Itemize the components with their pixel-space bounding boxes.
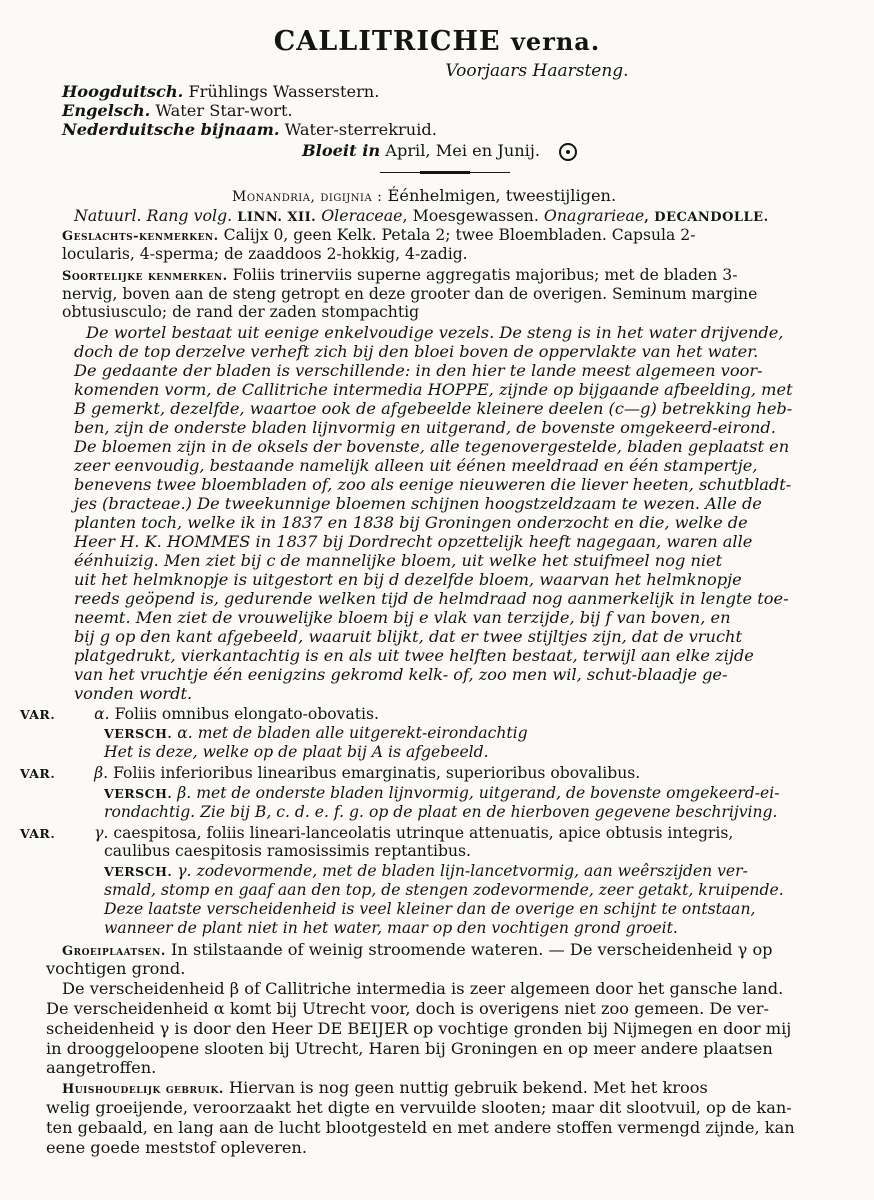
title-species: verna. bbox=[510, 27, 601, 56]
description-line: benevens twee bloembladen of, zoo als eenige nieuweren die liever heeten, schutbladt- bbox=[74, 475, 792, 494]
variety-alpha-versch-line: Het is deze, welke op de plaat bij A is afgebeeld. bbox=[104, 743, 489, 761]
groeiplaatsen-line: De verscheidenheid β of Callitriche intermedia is zeer algemeen door het gansche land. bbox=[62, 979, 784, 998]
description-line: De wortel bestaat uit eenige enkelvoudige vezels. De steng is in het water drijvende, bbox=[86, 323, 784, 342]
description-line: ben, zijn de onderste bladen lijnvormig en uitgerand, de bovenste omgekeerd-eirond. bbox=[74, 418, 776, 437]
description-line: reeds geöpend is, gedurende welken tijd de helmdraad nog aanmerkelijk in lengte toe- bbox=[74, 589, 789, 608]
ornamental-divider bbox=[380, 171, 510, 174]
classification-line: Monandria, digijnia : Éénhelmigen, tweestijligen. bbox=[232, 186, 617, 205]
variety-beta-versch: VERSCH. β. met de onderste bladen lijnvormig, uitgerand, de bovenste omgekeerd-ei- bbox=[104, 784, 780, 802]
perennial-symbol-icon bbox=[559, 143, 577, 161]
description-line: doch de top derzelve verheft zich bij den bloei boven de oppervlakte van het water. bbox=[74, 342, 759, 361]
description-line: éénhuizig. Men ziet bij c de mannelijke bloem, uit welke het stuifmeel nog niet bbox=[74, 551, 723, 570]
description-line: zeer eenvoudig, bestaande namelijk alleen uit éénen meeldraad en één stampertje, bbox=[74, 456, 758, 475]
description-line: komenden vorm, de Callitriche intermedia HOPPE, zijnde op bijgaande afbeelding, met bbox=[74, 380, 793, 399]
description-line: van het vruchtje één eenigzins gekromd kelk- of, zoo men wil, schut-blaadje ge- bbox=[74, 665, 728, 684]
variety-alpha: VAR. α. Foliis omnibus elongato-obovatis. bbox=[20, 705, 380, 723]
variety-gamma-versch: VERSCH. γ. zodevormende, met de bladen lijn-lancetvormig, aan weêrszijden ver- bbox=[104, 862, 748, 880]
groeiplaatsen-line: aangetroffen. bbox=[46, 1058, 157, 1077]
groeiplaatsen-line-1: Groeiplaatsen. In stilstaande of weinig stroomende wateren. — De verscheidenheid γ op bbox=[62, 940, 773, 959]
description-line: jes (bracteae.) De tweekunnige bloemen schijnen hoogstzeldzaam te wezen. Alle de bbox=[74, 494, 762, 513]
description-line: neemt. Men ziet de vrouwelijke bloem bij e vlak van terzijde, bij f van boven, en bbox=[74, 608, 731, 627]
description-line: planten toch, welke ik in 1837 en 1838 bij Groningen onderzocht en die, welke de bbox=[74, 513, 748, 532]
name-hoogduitsch: Hoogduitsch. Frühlings Wasserstern. bbox=[62, 82, 380, 101]
variety-gamma-versch-line: Deze laatste verscheidenheid is veel kleiner dan de overige en schijnt te ontstaan, bbox=[104, 900, 756, 918]
variety-gamma-versch-line: wanneer de plant niet in het water, maar op den vochtigen grond groeit. bbox=[104, 919, 678, 937]
geslacht-line-1: Geslachts-kenmerken. Calijx 0, geen Kelk. Petala 2; twee Bloembladen. Capsula 2- bbox=[62, 226, 696, 244]
title-genus: CALLITRICHE bbox=[273, 26, 501, 57]
groeiplaatsen-line: in drooggeloopene slooten bij Utrecht, Haren bij Groningen en op meer andere plaatsen bbox=[46, 1039, 773, 1058]
bloei-line: Bloeit in April, Mei en Junij. bbox=[302, 141, 577, 161]
huishoudelijk-line: welig groeijende, veroorzaakt het digte en vervuilde slooten; maar dit slootvuil, op de kan- bbox=[46, 1098, 792, 1117]
variety-gamma-versch-line: smald, stomp en gaaf aan den top, de stengen zodevormende, zeer getakt, kruipende. bbox=[104, 881, 784, 899]
description-line: De gedaante der bladen is verschillende: in den hier te lande meest algemeen voor- bbox=[74, 361, 763, 380]
variety-gamma: VAR. γ. caespitosa, foliis lineari-lanceolatis utrinque attenuatis, apice obtusis integris, bbox=[20, 824, 734, 842]
description-line: De bloemen zijn in de oksels der bovenste, alle tegenovergestelde, bladen geplaatst en bbox=[74, 437, 790, 456]
name-engelsch: Engelsch. Water Star-wort. bbox=[62, 101, 293, 120]
description-line: vonden wordt. bbox=[74, 684, 193, 703]
variety-alpha-versch: VERSCH. α. met de bladen alle uitgerekt-eirondachtig bbox=[104, 724, 528, 742]
huishoudelijk-line: ten gebaald, en lang aan de lucht blootgesteld en met andere stoffen vermengd zijnde, kan bbox=[46, 1118, 795, 1137]
huishoudelijk-line: eene goede meststof opleveren. bbox=[46, 1138, 307, 1157]
subtitle: Voorjaars Haarsteng. bbox=[445, 61, 629, 81]
soortelijke-line-3: obtusiusculo; de rand der zaden stompachtig bbox=[62, 303, 420, 321]
description-line: Heer H. K. HOMMES in 1837 bij Dordrecht opzettelijk heeft nagegaan, waren alle bbox=[74, 532, 753, 551]
variety-beta: VAR. β. Foliis inferioribus linearibus emarginatis, superioribus obovalibus. bbox=[20, 764, 641, 782]
groeiplaatsen-line: vochtigen grond. bbox=[46, 959, 186, 978]
groeiplaatsen-line: scheidenheid γ is door den Heer DE BEIJER op vochtige gronden bij Nijmegen en door mij bbox=[46, 1019, 792, 1038]
soortelijke-line-1: Soortelijke kenmerken. Foliis trinerviis superne aggregatis majoribus; met de bladen 3- bbox=[62, 266, 738, 284]
variety-beta-versch-line: rondachtig. Zie bij B, c. d. e. f. g. op de plaat en de hierboven gegevene beschrijving. bbox=[104, 803, 778, 821]
groeiplaatsen-line: De verscheidenheid α komt bij Utrecht voor, doch is overigens niet zoo gemeen. De ver- bbox=[46, 999, 769, 1018]
rang-line: Natuurl. Rang volg. LINN. XII. Oleraceae, Moesgewassen. Onagrarieae, DECANDOLLE. bbox=[74, 206, 769, 225]
variety-gamma-latin2: caulibus caespitosis ramosissimis reptantibus. bbox=[104, 842, 472, 860]
description-line: platgedrukt, vierkantachtig is en als uit twee helften bestaat, terwijl aan elke zijde bbox=[74, 646, 754, 665]
soortelijke-line-2: nervig, boven aan de steng getropt en deze grooter dan de overigen. Seminum margine bbox=[62, 285, 758, 303]
description-line: B gemerkt, dezelfde, waartoe ook de afgebeelde kleinere deelen (c—g) betrekking heb- bbox=[74, 399, 793, 418]
page-title bbox=[0, 26, 874, 58]
name-nederduitsch: Nederduitsche bijnaam. Water-sterrekruid. bbox=[62, 120, 437, 139]
description-line: uit het helmknopje is uitgestort en bij d dezelfde bloem, waarvan het helmknopje bbox=[74, 570, 742, 589]
geslacht-line-2: locularis, 4-sperma; de zaaddoos 2-hokkig, 4-zadig. bbox=[62, 245, 468, 263]
huishoudelijk-line-1: Huishoudelijk gebruik. Hiervan is nog geen nuttig gebruik bekend. Met het kroos bbox=[62, 1078, 708, 1097]
description-line: bij g op den kant afgebeeld, waaruit blijkt, dat er twee stijltjes zijn, dat de vrucht bbox=[74, 627, 742, 646]
